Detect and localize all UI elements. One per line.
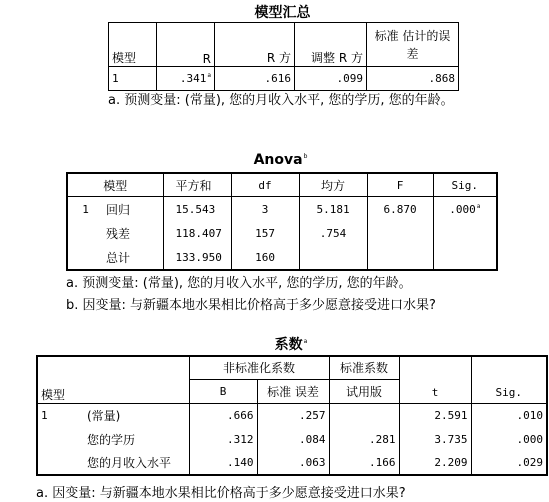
anova-sig-value: .000 [449,202,476,216]
anova-empty-cell [67,245,103,270]
coefficients-t-education: 3.735 [399,427,471,451]
coefficients-group-row [37,356,547,379]
coefficients-se-constant: .257 [257,403,329,427]
anova-note-b: b. 因变量: 与新疆本地水果相比价格高于多少愿意接受进口水果? [66,298,436,313]
anova-title-footnote: b [303,153,308,161]
anova-empty-cell [67,221,103,245]
anova-f-total [367,245,433,270]
anova-row-regression [67,197,497,222]
cell-model: 1 [109,67,157,91]
coefficients-model-num: 1 [41,408,48,422]
coefficients-label-education: 您的学历 [87,432,136,447]
cell-r-square: .616 [215,67,295,91]
header-r-square: R 方 [215,23,295,67]
coefficients-t-income: 2.209 [399,451,471,475]
coefficients-empty-cell [37,427,81,451]
cell-r-footnote: a [207,72,211,80]
anova-header-model: 模型 [67,173,163,197]
model-summary-header-row [109,23,459,67]
coefficients-header-model: 模型 [37,356,189,403]
coefficients-header-t: t [399,356,471,403]
anova-f-regression: 6.870 [367,197,433,222]
anova-table [66,172,498,271]
anova-f-residual [367,221,433,245]
coefficients-sig-constant: .010 [471,403,547,427]
coefficients-se-education: .084 [257,427,329,451]
model-summary-table [108,22,459,91]
anova-title-text: Anova [253,152,303,168]
coefficients-title [36,334,546,354]
cell-r-value: .341 [179,72,207,85]
coefficients-se-income: .063 [257,451,329,475]
coefficients-header-sig: Sig. [471,356,547,403]
anova-model-num: 1 [82,202,89,216]
anova-df-regression: 3 [231,197,299,222]
coefficients-table [36,355,548,476]
anova-row-residual [67,221,497,245]
coefficients-label-constant: (常量) [87,408,121,423]
anova-sig-residual [433,221,497,245]
coefficients-group-standardized: 标准系数 [329,356,399,379]
coefficients-title-footnote: a [303,338,308,346]
model-summary-row [109,67,459,91]
anova-ss-residual: 118.407 [163,221,231,245]
coefficients-title-text: 系数 [274,337,303,353]
anova-ms-residual: .754 [299,221,367,245]
coefficients-header-b: B [189,379,257,403]
coefficients-beta-income: .166 [329,451,399,475]
anova-sig-regression [433,197,497,222]
coefficients-t-constant: 2.591 [399,403,471,427]
coefficients-sig-education: .000 [471,427,547,451]
anova-header-ss: 平方和 [163,173,231,197]
coefficients-b-income: .140 [189,451,257,475]
coefficients-b-constant: .666 [189,403,257,427]
anova-header-row [67,173,497,197]
anova-label-total: 总计 [106,250,131,265]
header-std-error: 标准 估计的误差 [367,23,459,67]
coefficients-b-education: .312 [189,427,257,451]
anova-ms-total [299,245,367,270]
header-model: 模型 [109,23,157,67]
coefficients-row-income [37,451,547,475]
anova-ss-regression: 15.543 [163,197,231,222]
coefficients-note-a: a. 因变量: 与新疆本地水果相比价格高于多少愿意接受进口水果? [36,486,406,501]
anova-sig-footnote: a [476,202,481,210]
anova-label-residual: 残差 [106,226,131,241]
coefficients-header-std-error: 标准 误差 [257,379,329,403]
anova-ss-total: 133.950 [163,245,231,270]
coefficients-header-beta: 试用版 [329,379,399,403]
anova-df-total: 160 [231,245,299,270]
anova-title [66,152,495,168]
model-summary-title: 模型汇总 [254,5,311,21]
cell-r [157,67,215,91]
anova-header-df: df [231,173,299,197]
coefficients-sig-income: .029 [471,451,547,475]
anova-row-total [67,245,497,270]
anova-ms-regression: 5.181 [299,197,367,222]
anova-header-ms: 均方 [299,173,367,197]
anova-df-residual: 157 [231,221,299,245]
coefficients-label-income: 您的月收入水平 [87,456,172,470]
header-adj-r-square: 调整 R 方 [295,23,367,67]
coefficients-beta-education: .281 [329,427,399,451]
anova-note-a: a. 预测变量: (常量), 您的月收入水平, 您的学历, 您的年龄。 [66,276,412,291]
coefficients-group-unstandardized: 非标准化系数 [189,356,329,379]
coefficients-row-constant [37,403,547,427]
anova-header-sig: Sig. [433,173,497,197]
cell-std-error: .868 [367,67,459,91]
anova-sig-total [433,245,497,270]
anova-header-f: F [367,173,433,197]
cell-adj-r-square: .099 [295,67,367,91]
coefficients-row-education [37,427,547,451]
model-summary-note: a. 预测变量: (常量), 您的月收入水平, 您的学历, 您的年龄。 [108,93,454,108]
anova-label-regression: 回归 [106,202,131,217]
coefficients-beta-constant [329,403,399,427]
coefficients-empty-cell [37,451,81,475]
header-r: R [157,23,215,67]
